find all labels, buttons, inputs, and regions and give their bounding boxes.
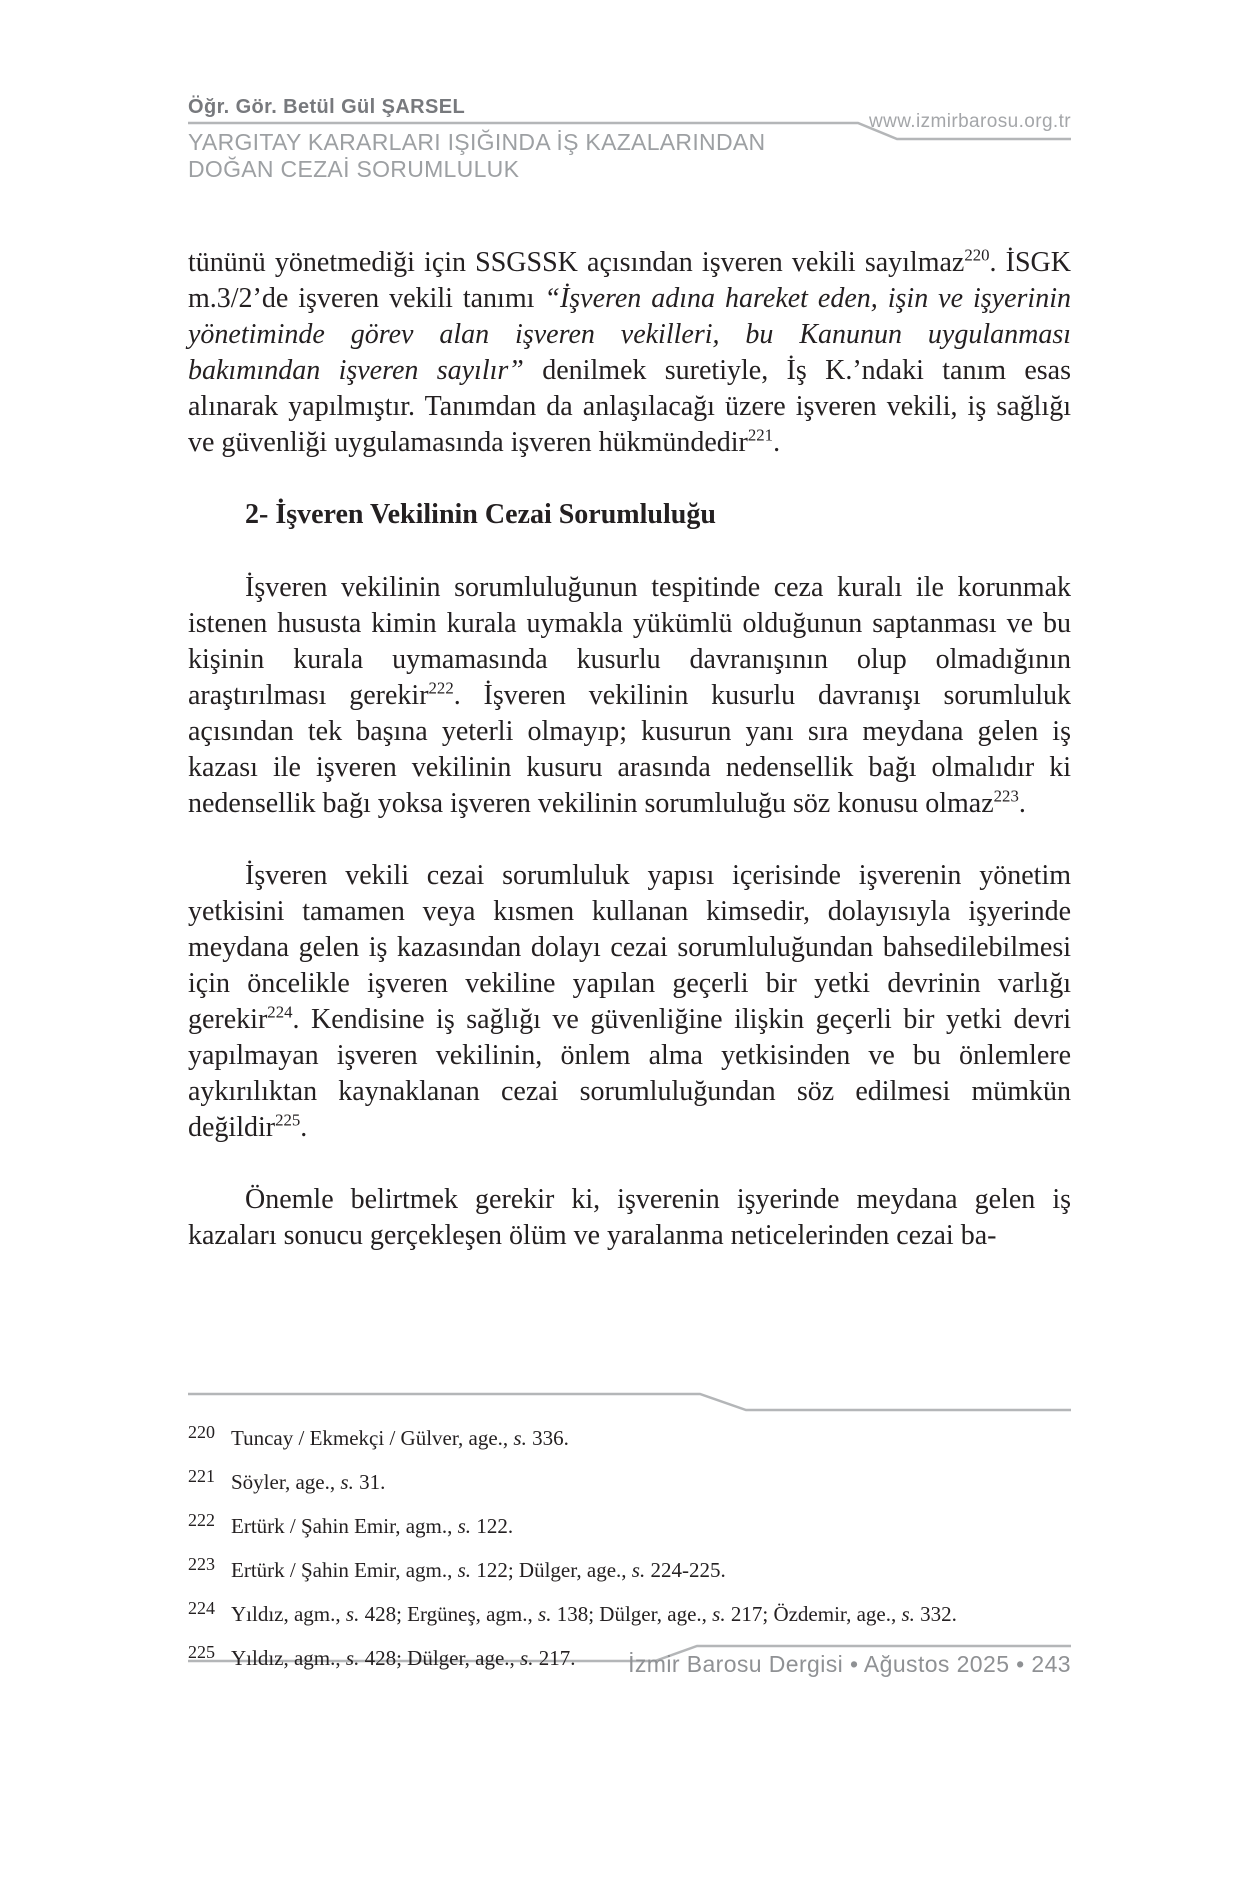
body-paragraph (188, 245, 1071, 461)
footnote-ref: 224 (267, 1002, 293, 1022)
footnote-ref: 222 (428, 678, 454, 698)
footnote-text (231, 1426, 569, 1450)
text-run: 336. (526, 1426, 569, 1450)
text-run: . İSGK m.3/2’de işveren vekili tanımı (188, 247, 1071, 314)
text-run: Yıldız, agm., (231, 1602, 346, 1626)
text-run: 138; Dülger, age., (551, 1602, 713, 1626)
page-footer: İzmir Barosu Dergisi • Ağustos 2025 • 243 (628, 1651, 1071, 1677)
italic-text: “İşveren adına hareket eden, işin ve işyerinin yönetiminde görev alan işveren vekilleri, bu Kanunun uygulanması bakımından işveren sayılır” (188, 283, 1071, 386)
text-run: 217; Özdemir, age., (725, 1602, 902, 1626)
footnote (188, 1464, 1071, 1494)
footnote-number: 220 (188, 1422, 215, 1442)
footnote-text (231, 1514, 513, 1538)
footnote (188, 1596, 1071, 1626)
italic-text: s. (712, 1602, 726, 1626)
text-run: 428; Ergüneş, agm., (359, 1602, 539, 1626)
footnote (188, 1420, 1071, 1450)
text-run: 332. (914, 1602, 957, 1626)
footnote-text (231, 1602, 957, 1626)
body-paragraph (188, 1182, 1071, 1254)
text-run: Ertürk / Şahin Emir, agm., (231, 1514, 458, 1538)
text-run: . (300, 1112, 308, 1143)
footnote-number: 224 (188, 1598, 215, 1618)
text-run: tününü yönetmediği için SSGSSK açısından işveren vekili sayılmaz (188, 247, 965, 278)
body-paragraph (188, 858, 1071, 1146)
text-run: 224-225. (645, 1558, 726, 1582)
text-run: . (773, 427, 781, 458)
footnote (188, 1552, 1071, 1582)
text-run: 31. (353, 1470, 386, 1494)
text-run: Ertürk / Şahin Emir, agm., (231, 1558, 458, 1582)
text-run: Tuncay / Ekmekçi / Gülver, age., (231, 1426, 514, 1450)
text-run: İşveren vekili cezai sorumluluk yapısı içerisinde işverenin yönetim yetkisini tamamen veya kısmen kullanan kimsedir, dolayısıyla işyerinde meydana gelen iş kazasından dolayı cezai sorumluluğundan bahsedilebilmesi için öncelikle işveren vekiline yapılan geçerli bir yetki devrinin varlığı gerekir (188, 860, 1071, 1035)
text-run: 428; Dülger, age., (359, 1646, 521, 1670)
text-run: . Kendisine iş sağlığı ve güvenliğine ilişkin geçerli bir yetki devri yapılmayan işveren vekilinin, önlem alma yetkisinden ve bu önlemlere aykırılıktan kaynaklanan cezai sorumluluğundan söz edilmesi mümkün değildir (188, 1004, 1071, 1143)
footnote-text (231, 1558, 726, 1582)
article-title-line1: YARGITAY KARARLARI IŞIĞINDA İŞ KAZALARINDAN (188, 129, 766, 155)
text-run: . İşveren vekilinin kusurlu davranışı sorumluluk açısından tek başına yeterli olmayıp; kusurun yanı sıra meydana gelen iş kazası ile işveren vekilinin kusuru arasında nedensellik bağı olmalıdır ki nedensellik bağı yoksa işveren vekilinin sorumluluğu söz konusu olmaz (188, 680, 1072, 819)
italic-text: s. (457, 1558, 472, 1582)
italic-text: s. (538, 1602, 552, 1626)
text-run: Söyler, age., (231, 1470, 341, 1494)
italic-text: s. (513, 1426, 527, 1450)
website-url: www.izmirbarosu.org.tr (868, 111, 1071, 132)
footnote-number: 221 (188, 1466, 215, 1486)
section-heading: 2- İşveren Vekilinin Cezai Sorumluluğu (245, 499, 716, 530)
text-run: 122; Dülger, age., (471, 1558, 632, 1582)
text-run: Önemle belirtmek gerekir ki, işverenin işyerinde meydana gelen iş kazaları sonucu gerçekleşen ölüm ve yaralanma neticelerinden cezai ba- (188, 1184, 1071, 1251)
footnote-ref: 225 (275, 1110, 301, 1130)
footnote-ref: 223 (993, 786, 1019, 806)
body-paragraph (188, 570, 1071, 822)
footnote-ref: 220 (964, 245, 990, 265)
article-title-line2: DOĞAN CEZAİ SORUMLULUK (188, 156, 520, 182)
italic-text: s. (345, 1602, 360, 1626)
footnote-ref: 221 (747, 425, 774, 445)
footnote-number: 222 (188, 1510, 215, 1530)
italic-text: s. (345, 1646, 360, 1670)
text-run: 217. (533, 1646, 576, 1670)
footnote (188, 1508, 1071, 1538)
italic-text: s. (901, 1602, 915, 1626)
text-run: . (1018, 788, 1026, 819)
footnote-number: 225 (188, 1642, 215, 1662)
footnote-number: 223 (188, 1554, 215, 1574)
text-run: Yıldız, agm., (231, 1646, 346, 1670)
author-name: Öğr. Gör. Betül Gül ŞARSEL (188, 96, 466, 118)
article-body (188, 245, 1071, 1290)
footnote-separator-rule (188, 1394, 1071, 1410)
footnote-text (231, 1470, 385, 1494)
italic-text: s. (631, 1558, 646, 1582)
footnote-list (188, 1420, 1071, 1684)
footnote-text (231, 1646, 575, 1670)
text-run: denilmek suretiyle, İş K.’ndaki tanım esas alınarak yapılmıştır. Tanımdan da anlaşılacağı üzere işveren vekili, iş sağlığı ve güvenliği uygulamasında işveren hükmündedir (188, 355, 1072, 458)
article-title (188, 129, 765, 183)
italic-text: s. (520, 1646, 534, 1670)
text-run: İşveren vekilinin sorumluluğunun tespitinde ceza kuralı ile korunmak istenen hususta kimin kurala uymakla yükümlü olduğunun saptanması ve bu kişinin kurala uymamasında kusurlu davranışının olup olmadığının araştırılması gerekir (188, 572, 1071, 711)
italic-text: s. (340, 1470, 354, 1494)
text-run: 122. (471, 1514, 514, 1538)
italic-text: s. (457, 1514, 472, 1538)
